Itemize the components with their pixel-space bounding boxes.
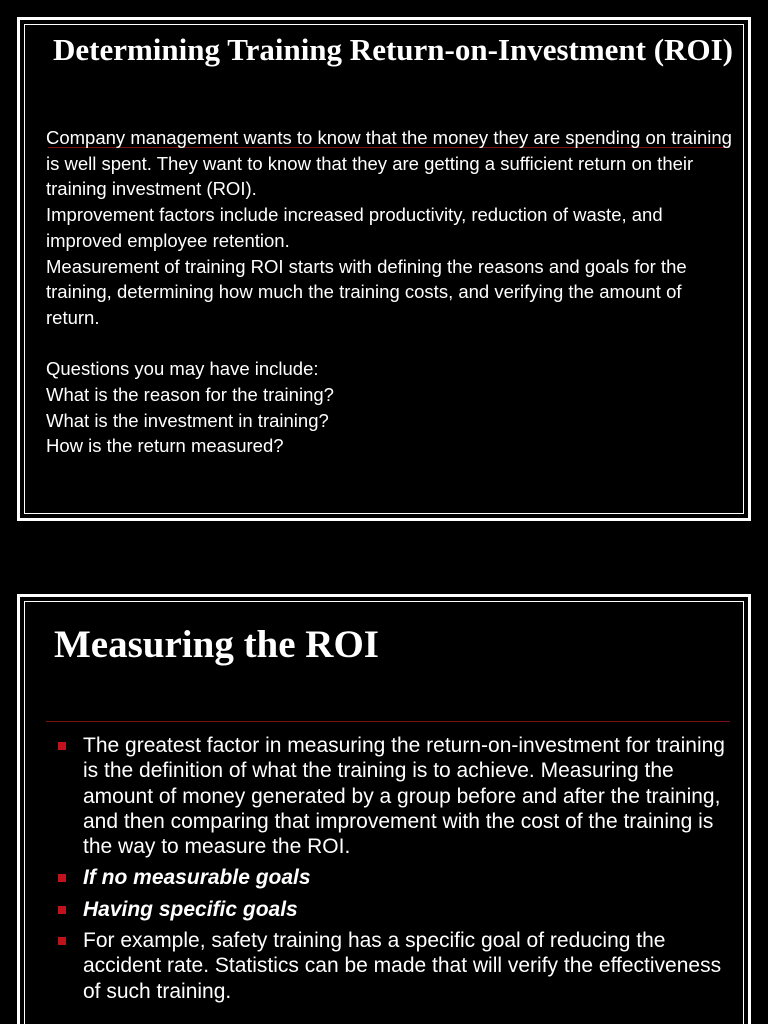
square-bullet-icon	[58, 937, 66, 945]
paragraph: Measurement of training ROI starts with defining the reasons and goals for the training, determining how much the training costs, and verifying the amount of return.	[46, 255, 687, 328]
paragraph: Company management wants to know that the money they are spending on training is well spent. They want to know that they are getting a sufficient return on their training investment (ROI).	[46, 127, 732, 200]
bullet-item	[46, 733, 726, 859]
slide-measuring-roi	[17, 594, 751, 1024]
paragraph: Improvement factors include increased productivity, reduction of waste, and improved employee retention.	[46, 204, 663, 251]
bullet-text: If no measurable goals	[83, 866, 311, 890]
square-bullet-icon	[58, 874, 66, 882]
slide-roi-overview	[17, 17, 751, 521]
bullet-text: The greatest factor in measuring the return-on-investment for training is the definition of what the training is to achieve. Measuring the amount of money generated by a group before and after the training, and then comparing that improvement with the cost of the training is the way to measure the ROI.	[83, 734, 725, 859]
question-item: How is the return measured?	[46, 435, 284, 457]
question-item: What is the investment in training?	[46, 409, 329, 431]
slide-title: Measuring the ROI	[54, 623, 379, 666]
question-item: What is the reason for the training?	[46, 384, 334, 406]
bullet-item	[46, 928, 726, 1004]
bullet-item	[46, 865, 726, 890]
questions-intro: Questions you may have include:	[46, 358, 319, 380]
bullet-text: For example, safety training has a specific goal of reducing the accident rate. Statistics can be made that will verify the effectiveness of such training.	[83, 929, 722, 1003]
slide-title: Determining Training Return-on-Investment (ROI)	[53, 32, 733, 67]
slide-body	[46, 125, 736, 459]
square-bullet-icon	[58, 742, 66, 750]
title-divider	[46, 721, 730, 722]
bullet-text: Having specific goals	[83, 897, 298, 921]
bullet-list	[46, 733, 726, 1010]
bullet-item	[46, 897, 726, 922]
spacer	[46, 331, 736, 357]
square-bullet-icon	[58, 906, 66, 914]
